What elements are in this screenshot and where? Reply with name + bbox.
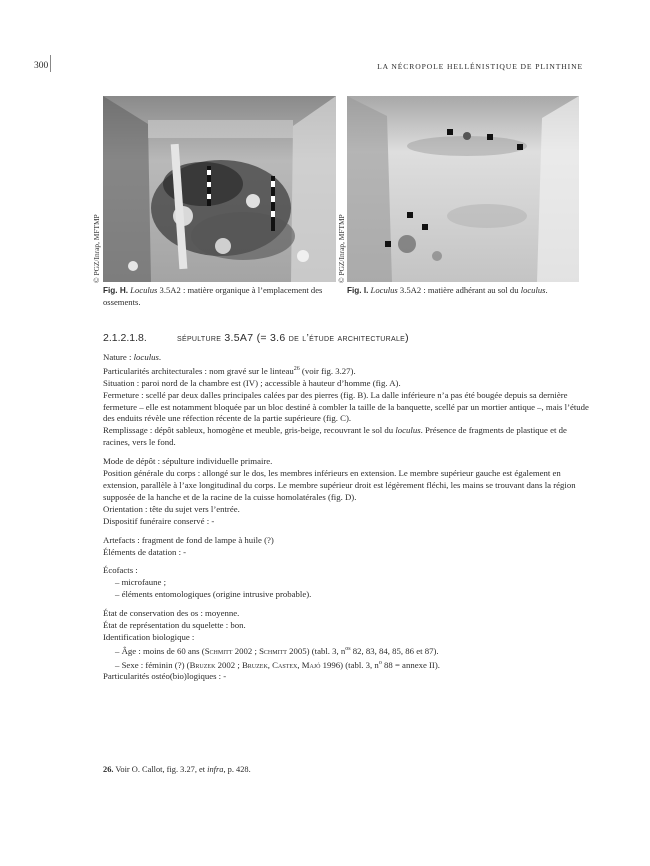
nature-line: [103, 352, 593, 364]
field-text: 2002 ;: [232, 645, 260, 656]
citation: Bruzek, Castex, Majó: [241, 659, 321, 670]
list-item: – éléments entomologiques (origine intrusive probable).: [115, 589, 312, 600]
body-text: [103, 352, 593, 683]
header-divider: [50, 55, 51, 72]
field-text: – Âge : moins de 60 ans (: [115, 645, 205, 656]
architecture-line: [103, 364, 593, 378]
remplissage-paragraph: [103, 425, 593, 449]
artefacts-line: Artefacts : fragment de fond de lampe à huile (?): [103, 534, 274, 545]
section-heading: [103, 332, 409, 344]
excavation-photo-h: [103, 96, 336, 282]
footnote-text: , p. 428.: [223, 765, 251, 774]
footnote-text: Voir O. Callot, fig. 3.27, et: [115, 765, 208, 774]
age-line: [103, 644, 593, 658]
field-text: 88 = annexe II).: [381, 659, 440, 670]
mode-depot-line: Mode de dépôt : sépulture individuelle primaire.: [103, 456, 273, 467]
field-text: 1996) (tabl. 3, n: [320, 659, 379, 670]
sexe-line: [103, 658, 593, 672]
caption-text: .: [545, 285, 548, 295]
field-text: – Sexe : féminin (?) (: [115, 659, 190, 670]
field-text: 2002 ;: [215, 659, 242, 670]
fermeture-paragraph: Fermeture : scellé par deux dalles principales calées par des pierres (fig. B). La dalle inférieure n’a pas été bougée depuis sa dernière fermeture – elle est notamment bloquée par un bloc destiné à combler la taille de la banquette, scellé par un mortier antique –, mais l’étude des enduits révèle une réfection récente de la partie supérieure (fig. C).: [103, 389, 589, 424]
field-value: loculus: [133, 352, 159, 362]
caption-emphasis: loculus: [520, 285, 546, 295]
photo-credit-h: © PGZ/Inrap, MFTMP: [92, 214, 101, 283]
ecofacts-line: Écofacts :: [103, 565, 138, 576]
dispositif-line: Dispositif funéraire conservé : -: [103, 515, 215, 526]
citation: Schmitt: [259, 645, 287, 656]
superscript: os: [345, 645, 351, 652]
caption-label: Fig. H.: [103, 286, 129, 295]
caption-fig-h: [103, 285, 336, 308]
list-item: – microfaune ;: [115, 577, 167, 588]
field-text: Particularités architecturales : nom gravé sur le linteau: [103, 365, 294, 376]
caption-text: 3.5A2 : matière organique à l’emplacement des ossements.: [103, 285, 323, 307]
caption-label: Fig. I.: [347, 286, 369, 295]
field-text: 82, 83, 84, 85, 86 et 87).: [350, 645, 439, 656]
caption-emphasis: Loculus: [370, 285, 398, 295]
superscript: o: [378, 659, 382, 666]
datation-line: Éléments de datation : -: [103, 546, 187, 557]
caption-emphasis: Loculus: [130, 285, 158, 295]
photo-fig-h: [103, 96, 336, 282]
section-number: 2.1.2.1.8.: [103, 332, 147, 344]
running-title: LA NÉCROPOLE HELLÉNISTIQUE DE PLINTHINE: [377, 62, 583, 71]
identification-line: Identification biologique :: [103, 631, 195, 642]
footnote-number: 26.: [103, 765, 114, 774]
photo-credit-i: © PGZ/Inrap, MFTMP: [337, 214, 346, 283]
photo-fig-i: [347, 96, 579, 282]
caption-fig-i: [347, 285, 587, 297]
punctuation: .: [158, 352, 162, 362]
field-text: (voir fig. 3.27).: [299, 365, 356, 376]
footnote: [103, 765, 251, 774]
footnote-ref: 26: [293, 365, 300, 372]
citation: Bruzek: [189, 659, 216, 670]
osteo-line: Particularités ostéo(bio)logiques : -: [103, 671, 227, 682]
field-text: 2005) (tabl. 3, n: [286, 645, 346, 656]
situation-line: Situation : paroi nord de la chambre est (IV) ; accessible à hauteur d’homme (fig. A).: [103, 377, 401, 388]
field-text: . Présence de fragments de plastique et de racines, vers le fond.: [103, 425, 567, 448]
orientation-line: Orientation : tête du sujet vers l’entrée.: [103, 503, 240, 514]
field-label: Nature :: [103, 352, 134, 362]
field-text: Remplissage : dépôt sableux, homogène et meuble, gris-beige, recouvrant le sol du: [103, 425, 396, 436]
field-emphasis: loculus: [395, 425, 421, 436]
section-title: sépulture 3.5A7 (= 3.6 de l’étude architecturale): [177, 332, 409, 344]
excavation-photo-i: [347, 96, 579, 282]
citation: Schmitt: [204, 645, 233, 656]
conservation-line: État de conservation des os : moyenne.: [103, 608, 240, 619]
position-paragraph: Position générale du corps : allongé sur le dos, les membres inférieurs en extension. Le membre supérieur gauche est également en extension, parallèle à l’axe longitudinal du corps. Le membre supérieur droit est légèrement fléchi, les mains se trouvant dans la région supposée de la hanche et de la racine de la cuisse homolatérales (fig. D).: [103, 468, 576, 502]
footnote-emphasis: infra: [207, 765, 224, 774]
representation-line: État de représentation du squelette : bon.: [103, 620, 246, 631]
page-number: 300: [34, 61, 49, 71]
caption-text: 3.5A2 : matière adhérant au sol du: [399, 285, 519, 295]
